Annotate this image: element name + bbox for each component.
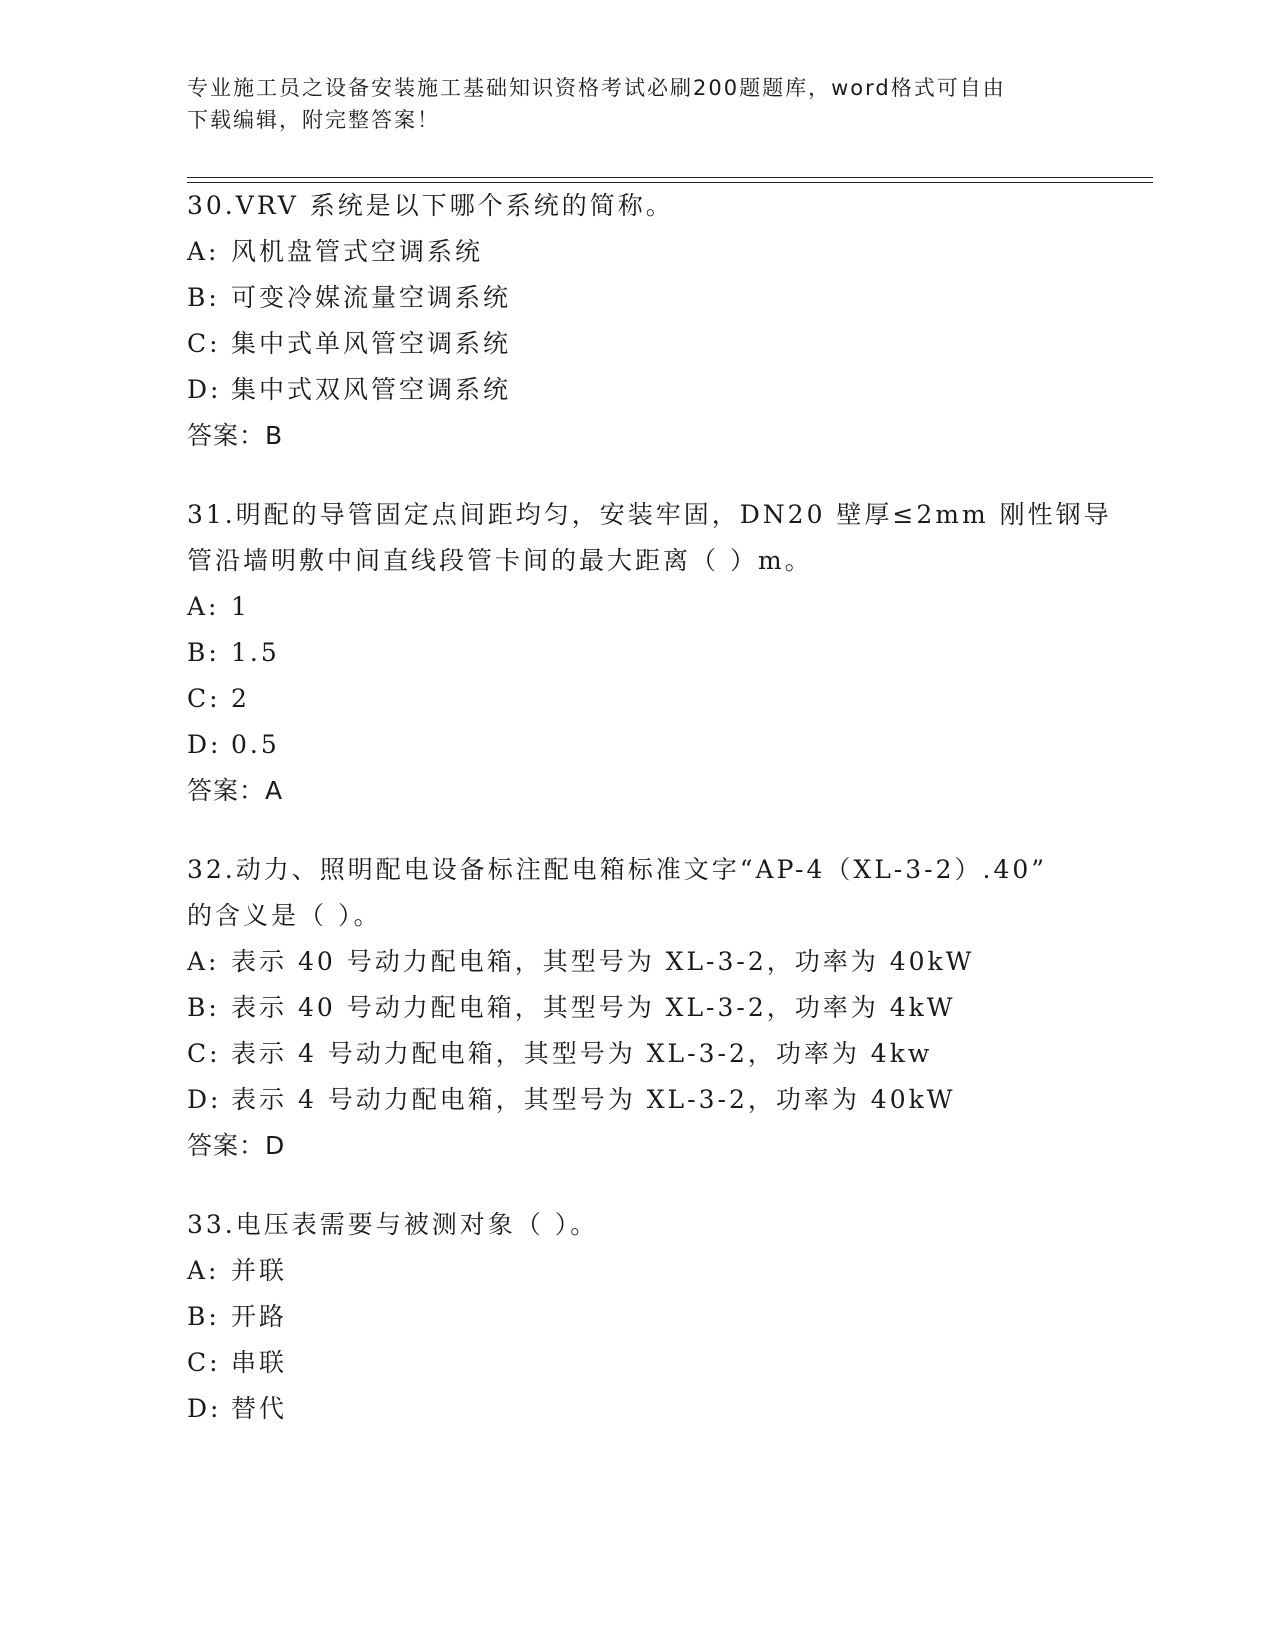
question-31 xyxy=(187,492,1112,814)
option-text: 表示 4 号动力配电箱，其型号为 XL-3-2，功率为 40kW xyxy=(231,1085,956,1114)
option-text: 串联 xyxy=(231,1348,288,1377)
question-stem-line-1: 31.明配的导管固定点间距均匀，安装牢固，DN20 壁厚≤2mm 刚性钢导 xyxy=(187,500,1112,529)
option-a xyxy=(187,229,1087,275)
option-text: 可变冷媒流量空调系统 xyxy=(231,283,512,312)
option-d xyxy=(187,722,1087,768)
option-text: 1 xyxy=(231,592,250,621)
option-b xyxy=(187,630,1087,676)
option-letter: B: xyxy=(187,1302,220,1331)
answer-line: 答案：B xyxy=(187,421,284,450)
option-a xyxy=(187,939,1087,985)
answer-line: 答案：D xyxy=(187,1131,286,1160)
option-d xyxy=(187,367,1087,413)
option-letter: A: xyxy=(187,947,220,976)
option-letter: D: xyxy=(187,375,222,404)
option-c xyxy=(187,321,1087,367)
option-text: 表示 40 号动力配电箱，其型号为 XL-3-2，功率为 4kW xyxy=(231,993,956,1022)
option-text: 2 xyxy=(231,684,250,713)
option-b xyxy=(187,275,1087,321)
option-text: 集中式单风管空调系统 xyxy=(231,329,512,358)
option-letter: C: xyxy=(187,1348,221,1377)
option-d xyxy=(187,1077,1087,1123)
answer-line: 答案：A xyxy=(187,776,284,805)
option-text: 表示 40 号动力配电箱，其型号为 XL-3-2，功率为 40kW xyxy=(231,947,975,976)
header-line-2: 下载编辑，附完整答案！ xyxy=(187,108,440,132)
header-divider-top xyxy=(187,177,1153,178)
question-stem: 33.电压表需要与被测对象（ ）。 xyxy=(187,1210,599,1239)
option-a xyxy=(187,1248,1087,1294)
question-33 xyxy=(187,1202,1087,1432)
option-c xyxy=(187,1340,1087,1386)
option-text: 风机盘管式空调系统 xyxy=(231,237,484,266)
option-text: 替代 xyxy=(231,1394,288,1423)
option-letter: A: xyxy=(187,592,220,621)
question-stem-line-2: 的含义是（ ）。 xyxy=(187,901,382,930)
question-stem-line-1: 32.动力、照明配电设备标注配电箱标准文字“AP-4（XL-3-2）.40” xyxy=(187,855,1048,884)
question-32 xyxy=(187,847,1087,1169)
option-letter: A: xyxy=(187,1256,220,1285)
question-stem-line-2: 管沿墙明敷中间直线段管卡间的最大距离（ ）m。 xyxy=(187,546,813,575)
option-letter: A: xyxy=(187,237,220,266)
option-letter: D: xyxy=(187,1394,222,1423)
option-letter: B: xyxy=(187,638,220,667)
option-text: 并联 xyxy=(231,1256,288,1285)
option-text: 1.5 xyxy=(231,638,280,667)
header-line-1: 专业施工员之设备安装施工基础知识资格考试必刷200题题库，word格式可自由 xyxy=(187,76,1006,100)
option-text: 开路 xyxy=(231,1302,288,1331)
document-header xyxy=(187,72,1087,136)
option-text: 表示 4 号动力配电箱，其型号为 XL-3-2，功率为 4kw xyxy=(231,1039,933,1068)
option-letter: C: xyxy=(187,684,221,713)
option-letter: B: xyxy=(187,283,220,312)
option-letter: C: xyxy=(187,1039,221,1068)
option-letter: C: xyxy=(187,329,221,358)
option-b xyxy=(187,985,1087,1031)
option-c xyxy=(187,676,1087,722)
option-letter: D: xyxy=(187,1085,222,1114)
option-letter: D: xyxy=(187,730,222,759)
option-text: 0.5 xyxy=(231,730,280,759)
option-a xyxy=(187,584,1087,630)
question-stem: 30.VRV 系统是以下哪个系统的简称。 xyxy=(187,191,674,220)
option-letter: B: xyxy=(187,993,220,1022)
option-d xyxy=(187,1386,1087,1432)
option-c xyxy=(187,1031,1087,1077)
question-30 xyxy=(187,183,1087,459)
option-text: 集中式双风管空调系统 xyxy=(231,375,512,404)
option-b xyxy=(187,1294,1087,1340)
